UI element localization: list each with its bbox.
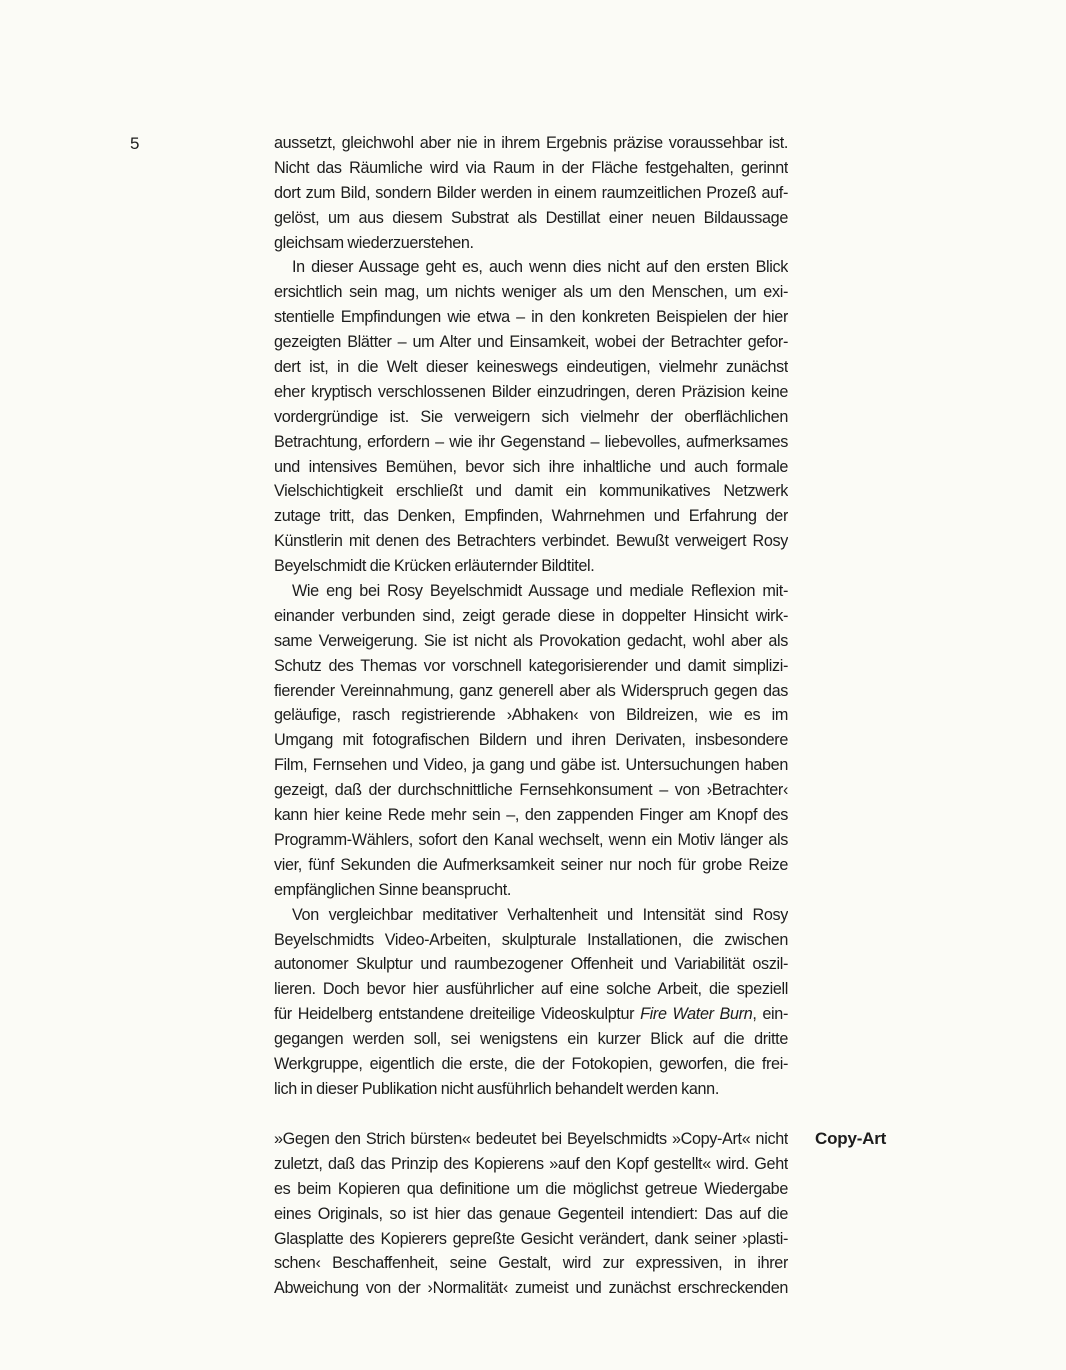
text-line: fierender Vereinnahmung, ganz generell aber als Widerspruch gegen das (274, 681, 788, 700)
text-line: kann hier keine Rede mehr sein –, den zappenden Finger am Knopf des (274, 806, 788, 825)
text-fragment: für Heidelberg entstandene dreiteilige Videoskulptur (274, 1005, 641, 1024)
text-line: Wie eng bei Rosy Beyelschmidt Aussage und mediale Reflexion mit- (292, 582, 788, 601)
text-line: lich in dieser Publikation nicht ausführlich behandelt werden kann. (274, 1079, 719, 1098)
margin-heading-copy-art: Copy-Art (815, 1129, 887, 1148)
text-line: lieren. Doch bevor hier ausführlicher auf eine solche Arbeit, die speziell (274, 980, 788, 999)
text-line: zuletzt, daß das Prinzip des Kopierens »auf den Kopf gestellt« wird. Geht (274, 1154, 788, 1173)
text-line: dort zum Bild, sondern Bilder werden in einem raumzeitlichen Prozeß auf- (274, 183, 788, 202)
page-number: 5 (130, 134, 140, 153)
text-line: gezeigt, daß der durchschnittliche Fernsehkonsument – von ›Betrachter‹ (274, 781, 788, 800)
text-line: es beim Kopieren qua definitione um die möglichst getreue Wiedergabe (274, 1179, 788, 1198)
text-line: und intensives Bemühen, bevor sich ihre inhaltliche und auch formale (274, 457, 788, 476)
text-line: ersichtlich sein mag, um nichts weniger als um den Menschen, um exi- (274, 283, 788, 302)
text-line: stentielle Empfindungen wie etwa – in den konkreten Beispielen der hier (274, 308, 788, 327)
text-line: zutage tritt, das Denken, Empfinden, Wahrnehmen und Erfahrung der (274, 507, 788, 526)
text-line: gegangen werden soll, sei wenigstens ein kurzer Blick auf die dritte (274, 1030, 788, 1049)
text-line: same Verweigerung. Sie ist nicht als Provokation gedacht, wohl aber als (274, 631, 788, 650)
text-line: empfänglichen Sinne beansprucht. (274, 880, 512, 899)
text-line: einander verbunden sind, zeigt gerade diese in doppelter Hinsicht wirk- (274, 606, 788, 625)
text-line: vier, fünf Sekunden die Aufmerksamkeit seiner nur noch für grobe Reize (274, 855, 788, 874)
text-line-with-title (274, 1002, 788, 1027)
paragraph-1 (274, 131, 788, 255)
text-line: Beyelschmidt die Krücken erläuternder Bildtitel. (274, 557, 595, 576)
text-line: aussetzt, gleichwohl aber nie in ihrem Ergebnis präzise voraussehbar ist. (274, 134, 788, 152)
text-line: dert ist, in die Welt dieser keineswegs eindeutigen, vielmehr zunächst (274, 358, 788, 377)
paragraph-5 (274, 1127, 788, 1301)
text-line: In dieser Aussage geht es, auch wenn dies nicht auf den ersten Blick (292, 258, 788, 277)
text-line: Werkgruppe, eigentlich die erste, die der Fotokopien, geworfen, die frei- (274, 1054, 788, 1073)
paragraph-2 (274, 255, 788, 579)
text-line: Film, Fernsehen und Video, ja gang und gäbe ist. Untersuchungen haben (274, 756, 788, 775)
text-line: Künstlerin mit denen des Betrachters verbindet. Bewußt verweigert Rosy (274, 532, 788, 551)
text-line: Programm-Wählers, sofort den Kanal wechselt, wenn ein Motiv länger als (274, 830, 788, 849)
paragraph-4 (274, 903, 788, 1102)
text-line: Glasplatte des Kopierers gepreßte Gesicht verändert, dank seiner ›plasti- (274, 1229, 788, 1248)
text-line: Abweichung von der ›Normalität‹ zumeist und zunächst erschreckenden (274, 1279, 788, 1298)
paragraph-3 (274, 579, 788, 903)
copy-art-text-column (274, 1127, 788, 1301)
work-title: Fire Water Burn (640, 1005, 753, 1024)
main-text-column (274, 131, 788, 1102)
text-line: eines Originals, so ist hier das genaue Gegenteil intendiert: Das auf die (274, 1204, 788, 1223)
text-line: Nicht das Räumliche wird via Raum in der Fläche festgehalten, gerinnt (274, 158, 788, 177)
text-line: schen‹ Beschaffenheit, seine Gestalt, wird zur expressiven, in ihrer (274, 1254, 788, 1273)
text-line: Schutz des Themas vor vorschnell kategorisierender und damit simplizi- (274, 656, 788, 675)
text-line: gelöst, um aus diesem Substrat als Destillat einer neuen Bildaussage (274, 208, 788, 227)
text-line: geläufige, rasch registrierende ›Abhaken‹ von Bildreizen, wie es im (274, 706, 788, 725)
text-fragment: , ein- (752, 1005, 788, 1024)
text-line: »Gegen den Strich bürsten« bedeutet bei Beyelschmidts »Copy-Art« nicht (274, 1130, 788, 1148)
text-line: vordergründige ist. Sie verweigern sich vielmehr der oberflächlichen (274, 407, 788, 426)
text-line: gleichsam wiederzuerstehen. (274, 233, 474, 252)
text-line: Beyelschmidts Video-Arbeiten, skulpturale Installationen, die zwischen (274, 930, 788, 949)
text-line: autonomer Skulptur und raumbezogener Offenheit und Variabilität oszil- (274, 955, 788, 974)
text-line: Von vergleichbar meditativer Verhaltenheit und Intensität sind Rosy (292, 905, 788, 924)
text-line: Vielschichtigkeit erschließt und damit ein kommunikatives Netzwerk (274, 482, 788, 501)
text-line: Betrachtung, erfordern – wie ihr Gegenstand – liebevolles, aufmerksames (274, 432, 788, 451)
text-line: gezeigten Blätter – um Alter und Einsamkeit, wobei der Betrachter gefor- (274, 333, 788, 352)
text-line: Umgang mit fotografischen Bildern und ihren Derivaten, insbesondere (274, 731, 788, 750)
text-line: eher kryptisch verschlossenen Bilder einzudringen, deren Präzision keine (274, 382, 788, 401)
